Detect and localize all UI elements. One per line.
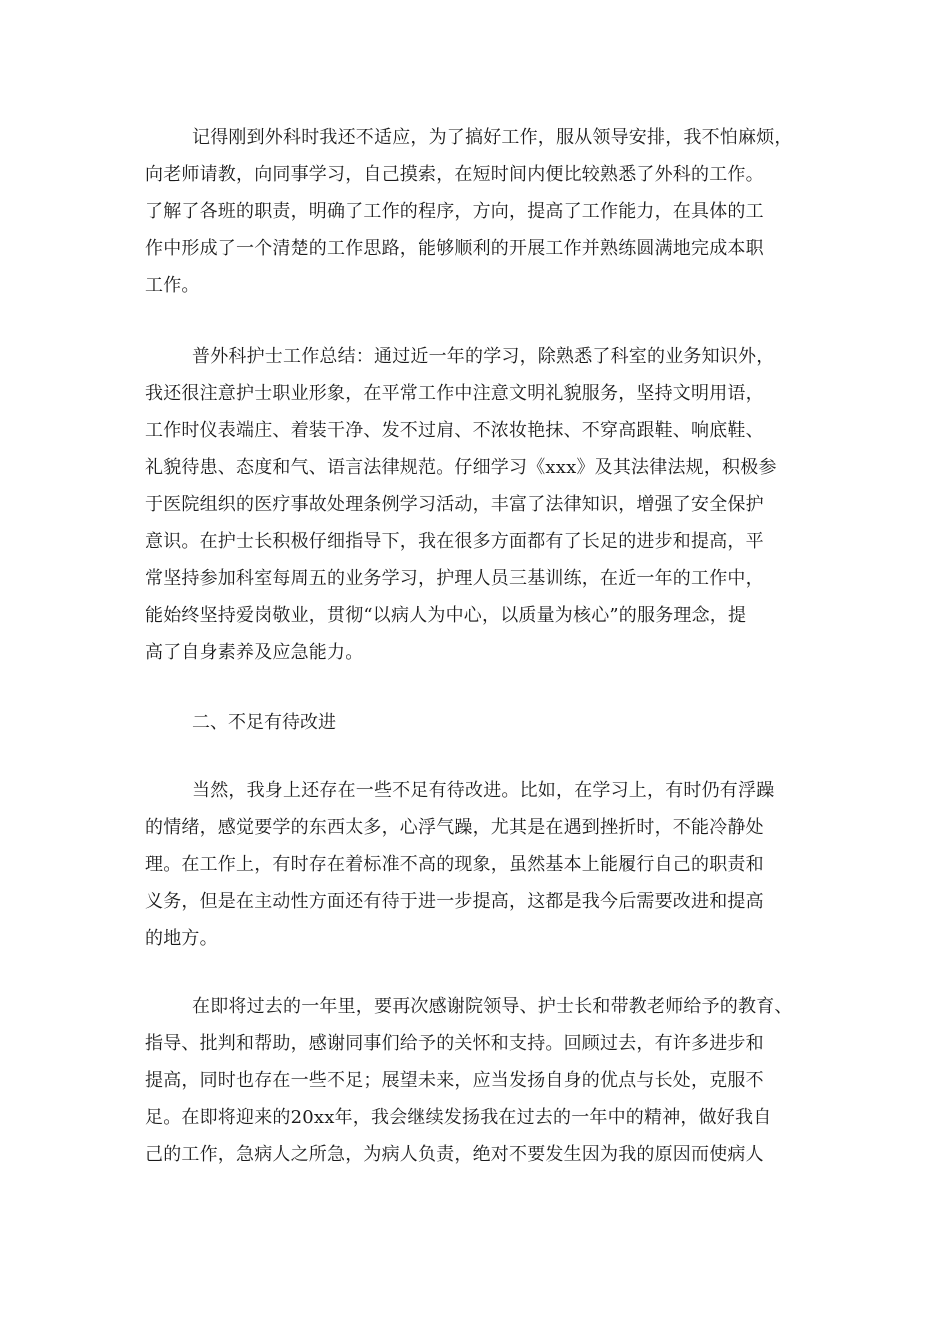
text-line: 己的工作，急病人之所急，为病人负责，绝对不要发生因为我的原因而使病人	[145, 1144, 764, 1165]
text-line: 的情绪，感觉要学的东西太多，心浮气躁，尤其是在遇到挫折时，不能冷静处	[145, 817, 764, 838]
paragraph-2	[145, 338, 835, 671]
text-line: 工作。	[145, 275, 200, 296]
text-line: 了解了各班的职责，明确了工作的程序，方向，提高了工作能力，在具体的工	[145, 201, 764, 222]
paragraph-1	[145, 119, 835, 304]
text-line: 普外科护士工作总结：通过近一年的学习，除熟悉了科室的业务知识外，	[192, 346, 775, 367]
text-line: 指导、批判和帮助，感谢同事们给予的关怀和支持。回顾过去，有许多进步和	[145, 1033, 764, 1054]
text-line: 作中形成了一个清楚的工作思路，能够顺利的开展工作并熟练圆满地完成本职	[145, 238, 764, 259]
text-line: 意识。在护士长积极仔细指导下，我在很多方面都有了长足的进步和提高，平	[145, 531, 764, 552]
text-line: 当然，我身上还存在一些不足有待改进。比如，在学习上，有时仍有浮躁	[192, 780, 775, 801]
text-line: 义务，但是在主动性方面还有待于进一步提高，这都是我今后需要改进和提高	[145, 891, 764, 912]
text-line: 的地方。	[145, 928, 218, 949]
text-line: 提高，同时也存在一些不足；展望未来，应当发扬自身的优点与长处，克服不	[145, 1070, 764, 1091]
text-line: 能始终坚持爱岗敬业，贯彻“以病人为中心，以质量为核心”的服务理念，提	[145, 605, 747, 626]
paragraph-3	[145, 772, 835, 957]
text-line: 高了自身素养及应急能力。	[145, 642, 364, 663]
text-line: 于医院组织的医疗事故处理条例学习活动，丰富了法律知识，增强了安全保护	[145, 494, 764, 515]
text-line: 常坚持参加科室每周五的业务学习，护理人员三基训练，在近一年的工作中，	[145, 568, 764, 589]
text-line: 我还很注意护士职业形象，在平常工作中注意文明礼貌服务，坚持文明用语，	[145, 383, 764, 404]
text-line: 礼貌待患、态度和气、语言法律规范。仔细学习《xxx》及其法律法规，积极参	[145, 457, 777, 478]
text-line: 足。在即将迎来的20xx年，我会继续发扬我在过去的一年中的精神，做好我自	[145, 1107, 772, 1128]
text-line: 记得刚到外科时我还不适应，为了搞好工作，服从领导安排，我不怕麻烦，	[192, 127, 793, 148]
paragraph-4	[145, 988, 835, 1173]
text-line: 在即将过去的一年里，要再次感谢院领导、护士长和带教老师给予的教育、	[192, 996, 793, 1017]
text-line: 向老师请教，向同事学习，自己摸索，在短时间内便比较熟悉了外科的工作。	[145, 164, 764, 185]
text-line: 工作时仪表端庄、着装干净、发不过肩、不浓妆艳抹、不穿高跟鞋、响底鞋、	[145, 420, 764, 441]
text-line: 理。在工作上，有时存在着标准不高的现象，虽然基本上能履行自己的职责和	[145, 854, 764, 875]
section-heading: 二、不足有待改进	[192, 712, 336, 733]
